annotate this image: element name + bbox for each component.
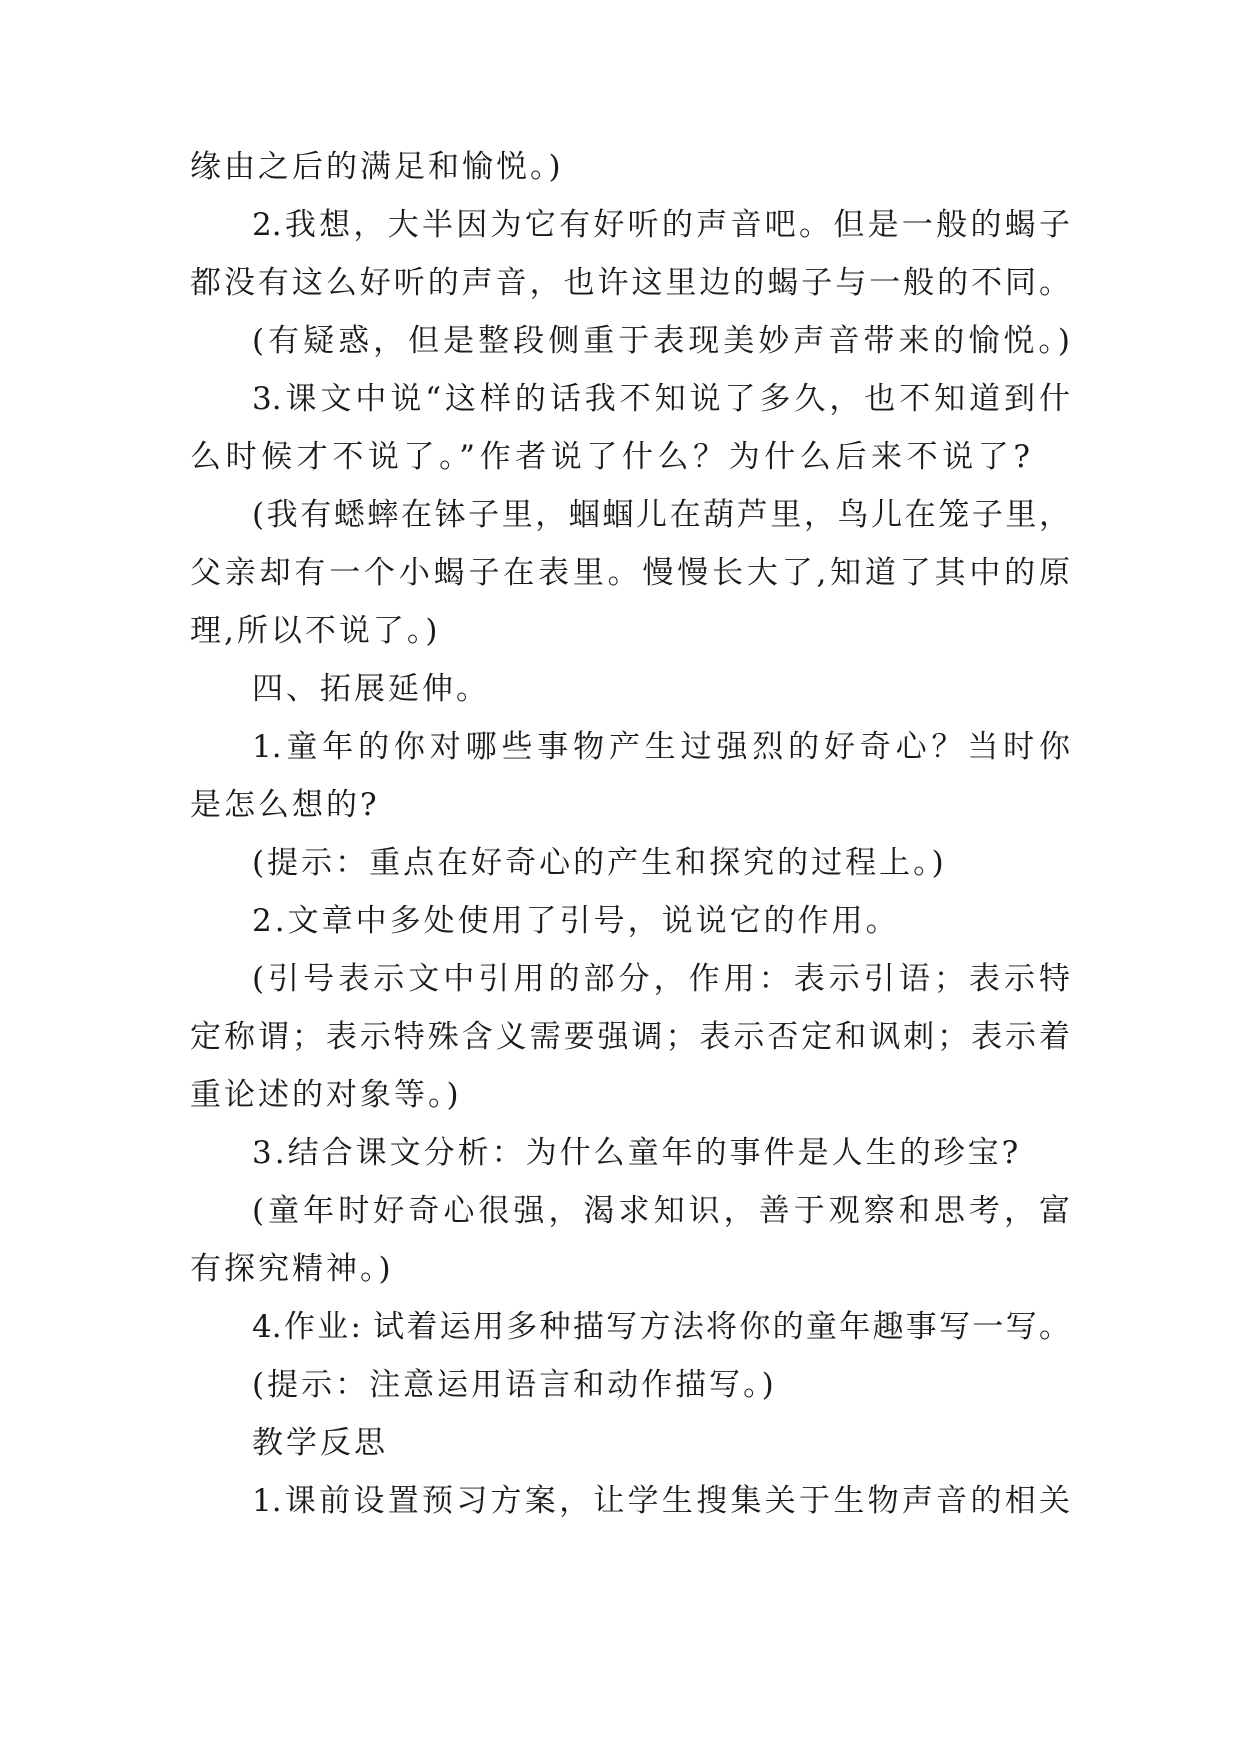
text-line: 4.作业: 试着运用多种描写方法将你的童年趣事写一写。 bbox=[252, 1309, 1070, 1345]
section-heading: 四、拓展延伸。 bbox=[252, 671, 490, 707]
text-line: (有疑惑，但是整段侧重于表现美妙声音带来的愉悦。) bbox=[252, 323, 1070, 359]
text-line: 3.结合课文分析：为什么童年的事件是人生的珍宝? bbox=[252, 1135, 1022, 1171]
text-line: 定称谓；表示特殊含义需要强调；表示否定和讽刺；表示着 bbox=[190, 1019, 1070, 1055]
text-line: (我有蟋蟀在钵子里，蝈蝈儿在葫芦里，鸟儿在笼子里， bbox=[252, 497, 1070, 533]
text-line: 2.文章中多处使用了引号，说说它的作用。 bbox=[252, 903, 900, 939]
text-line: 理,所以不说了。) bbox=[190, 613, 441, 649]
section-heading: 教学反思 bbox=[252, 1425, 388, 1461]
text-line: (提示：重点在好奇心的产生和探究的过程上。) bbox=[252, 845, 947, 881]
text-line: 父亲却有一个小蝎子在表里。慢慢长大了,知道了其中的原 bbox=[190, 555, 1070, 591]
text-line: 是怎么想的? bbox=[190, 787, 380, 823]
text-line: 2.我想，大半因为它有好听的声音吧。但是一般的蝎子 bbox=[252, 207, 1070, 243]
text-line: 缘由之后的满足和愉悦。) bbox=[190, 149, 564, 185]
text-line: (提示：注意运用语言和动作描写。) bbox=[252, 1367, 777, 1403]
text-line: 么时候才不说了。”作者说了什么？为什么后来不说了? bbox=[190, 439, 1030, 475]
text-line: 1.童年的你对哪些事物产生过强烈的好奇心？当时你 bbox=[252, 729, 1070, 765]
text-line: 有探究精神。) bbox=[190, 1251, 394, 1287]
text-line: 重论述的对象等。) bbox=[190, 1077, 462, 1113]
text-line: 3.课文中说“这样的话我不知说了多久，也不知道到什 bbox=[252, 381, 1070, 417]
text-line: (引号表示文中引用的部分，作用：表示引语；表示特 bbox=[252, 961, 1070, 997]
text-line: 都没有这么好听的声音，也许这里边的蝎子与一般的不同。 bbox=[190, 265, 1070, 301]
text-line: 1.课前设置预习方案，让学生搜集关于生物声音的相关 bbox=[252, 1483, 1070, 1519]
text-line: (童年时好奇心很强，渴求知识，善于观察和思考，富 bbox=[252, 1193, 1070, 1229]
